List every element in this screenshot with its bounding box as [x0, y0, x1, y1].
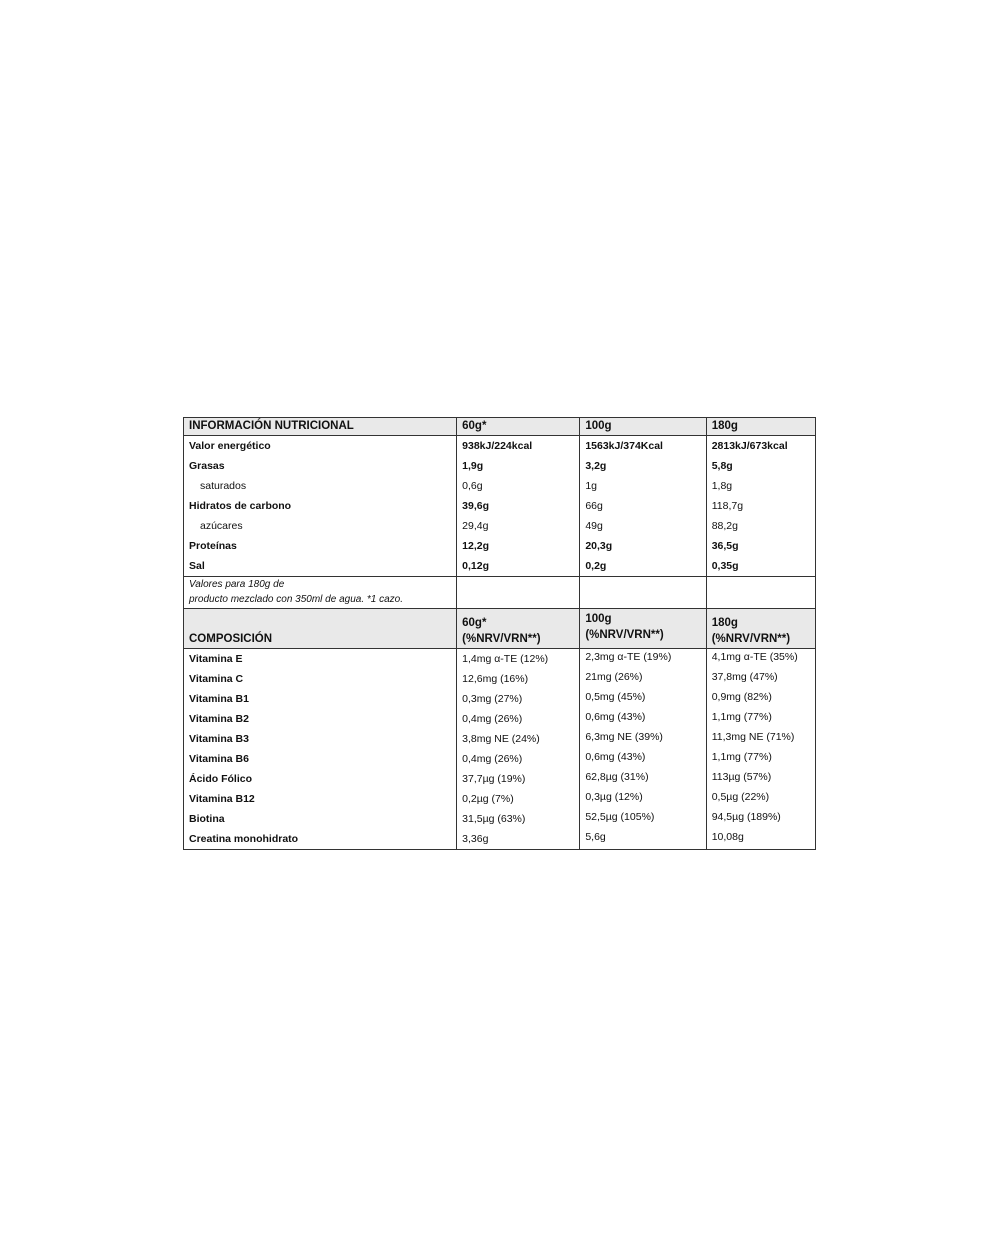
value-60g: 0,12g	[457, 556, 580, 577]
row-label: azúcares	[184, 516, 457, 536]
value-180g: 37,8mg (47%)	[706, 669, 815, 689]
value-100g: 49g	[580, 516, 706, 536]
value-100g: 66g	[580, 496, 706, 516]
table-row	[184, 749, 816, 769]
header-180g-line-1: 180g	[711, 617, 738, 629]
row-label: Vitamina B3	[184, 729, 457, 749]
value-60g: 1,4mg α-TE (12%)	[457, 649, 580, 670]
table-row	[184, 516, 816, 536]
composition-header-100g	[580, 609, 706, 649]
empty-cell	[706, 577, 815, 609]
value-180g: 1,1mg (77%)	[706, 709, 815, 729]
header-100g: 100g	[580, 418, 706, 436]
value-180g: 5,8g	[706, 456, 815, 476]
table-row	[184, 689, 816, 709]
row-label: saturados	[184, 476, 457, 496]
nutrition-note	[184, 577, 457, 609]
row-label: Proteínas	[184, 536, 457, 556]
value-100g: 0,3µg (12%)	[580, 789, 706, 809]
composition-header-label: COMPOSICIÓN	[184, 609, 457, 649]
value-60g: 0,3mg (27%)	[457, 689, 580, 709]
value-180g: 10,08g	[706, 829, 815, 850]
table-row	[184, 536, 816, 556]
table-row	[184, 789, 816, 809]
table-row	[184, 669, 816, 689]
value-60g: 3,36g	[457, 829, 580, 850]
row-label: Sal	[184, 556, 457, 577]
value-180g: 113µg (57%)	[706, 769, 815, 789]
value-100g: 52,5µg (105%)	[580, 809, 706, 829]
value-100g: 3,2g	[580, 456, 706, 476]
row-label: Creatina monohidrato	[184, 829, 457, 850]
row-label: Vitamina B1	[184, 689, 457, 709]
composition-header-row	[184, 609, 816, 649]
value-60g: 31,5µg (63%)	[457, 809, 580, 829]
table-row	[184, 496, 816, 516]
value-60g: 39,6g	[457, 496, 580, 516]
value-100g: 6,3mg NE (39%)	[580, 729, 706, 749]
header-180g-line-2: (%NRV/VRN**)	[711, 633, 791, 645]
value-100g: 5,6g	[580, 829, 706, 850]
value-180g: 11,3mg NE (71%)	[706, 729, 815, 749]
table-row	[184, 556, 816, 577]
header-100g-line-1: 100g	[585, 613, 612, 625]
note-line-1: Valores para 180g de	[189, 579, 285, 590]
row-label: Vitamina B6	[184, 749, 457, 769]
value-60g: 29,4g	[457, 516, 580, 536]
row-label: Biotina	[184, 809, 457, 829]
nutrition-table	[183, 417, 816, 850]
value-180g: 88,2g	[706, 516, 815, 536]
composition-header-180g	[706, 609, 815, 649]
value-100g: 1563kJ/374Kcal	[580, 436, 706, 457]
value-180g: 94,5µg (189%)	[706, 809, 815, 829]
table-row	[184, 829, 816, 850]
nutrition-note-row	[184, 577, 816, 609]
value-180g: 1,8g	[706, 476, 815, 496]
table-row	[184, 729, 816, 749]
row-label: Vitamina E	[184, 649, 457, 670]
value-100g: 21mg (26%)	[580, 669, 706, 689]
value-180g: 0,35g	[706, 556, 815, 577]
value-100g: 0,6mg (43%)	[580, 709, 706, 729]
value-60g: 37,7µg (19%)	[457, 769, 580, 789]
row-label: Vitamina B2	[184, 709, 457, 729]
value-100g: 0,2g	[580, 556, 706, 577]
row-label: Hidratos de carbono	[184, 496, 457, 516]
value-100g: 2,3mg α-TE (19%)	[580, 649, 706, 670]
value-60g: 0,6g	[457, 476, 580, 496]
value-60g: 1,9g	[457, 456, 580, 476]
value-180g: 0,9mg (82%)	[706, 689, 815, 709]
value-100g: 0,5mg (45%)	[580, 689, 706, 709]
row-label: Vitamina B12	[184, 789, 457, 809]
header-60g-line-1: 60g*	[462, 617, 487, 629]
value-100g: 62,8µg (31%)	[580, 769, 706, 789]
value-100g: 1g	[580, 476, 706, 496]
table-row	[184, 769, 816, 789]
table-row	[184, 456, 816, 476]
nutrition-header-row	[184, 418, 816, 436]
row-label: Grasas	[184, 456, 457, 476]
header-60g-line-2: (%NRV/VRN**)	[462, 633, 541, 645]
value-60g: 0,4mg (26%)	[457, 709, 580, 729]
value-60g: 938kJ/224kcal	[457, 436, 580, 457]
value-180g: 118,7g	[706, 496, 815, 516]
value-180g: 0,5µg (22%)	[706, 789, 815, 809]
composition-header-60g	[457, 609, 580, 649]
value-100g: 20,3g	[580, 536, 706, 556]
header-180g: 180g	[706, 418, 815, 436]
row-label: Vitamina C	[184, 669, 457, 689]
value-180g: 4,1mg α-TE (35%)	[706, 649, 815, 670]
value-60g: 12,6mg (16%)	[457, 669, 580, 689]
header-100g-line-2: (%NRV/VRN**)	[585, 629, 664, 641]
value-60g: 3,8mg NE (24%)	[457, 729, 580, 749]
empty-cell	[457, 577, 580, 609]
table-row	[184, 709, 816, 729]
table-row	[184, 649, 816, 670]
empty-cell	[580, 577, 706, 609]
value-60g: 0,2µg (7%)	[457, 789, 580, 809]
value-180g: 1,1mg (77%)	[706, 749, 815, 769]
row-label: Valor energético	[184, 436, 457, 457]
nutrition-header-label: INFORMACIÓN NUTRICIONAL	[184, 418, 457, 436]
header-60g: 60g*	[457, 418, 580, 436]
row-label: Ácido Fólico	[184, 769, 457, 789]
value-60g: 12,2g	[457, 536, 580, 556]
note-line-2: producto mezclado con 350ml de agua. *1 cazo.	[189, 594, 404, 605]
value-60g: 0,4mg (26%)	[457, 749, 580, 769]
value-180g: 36,5g	[706, 536, 815, 556]
value-180g: 2813kJ/673kcal	[706, 436, 815, 457]
table-row	[184, 436, 816, 457]
table-row	[184, 476, 816, 496]
table-row	[184, 809, 816, 829]
value-100g: 0,6mg (43%)	[580, 749, 706, 769]
